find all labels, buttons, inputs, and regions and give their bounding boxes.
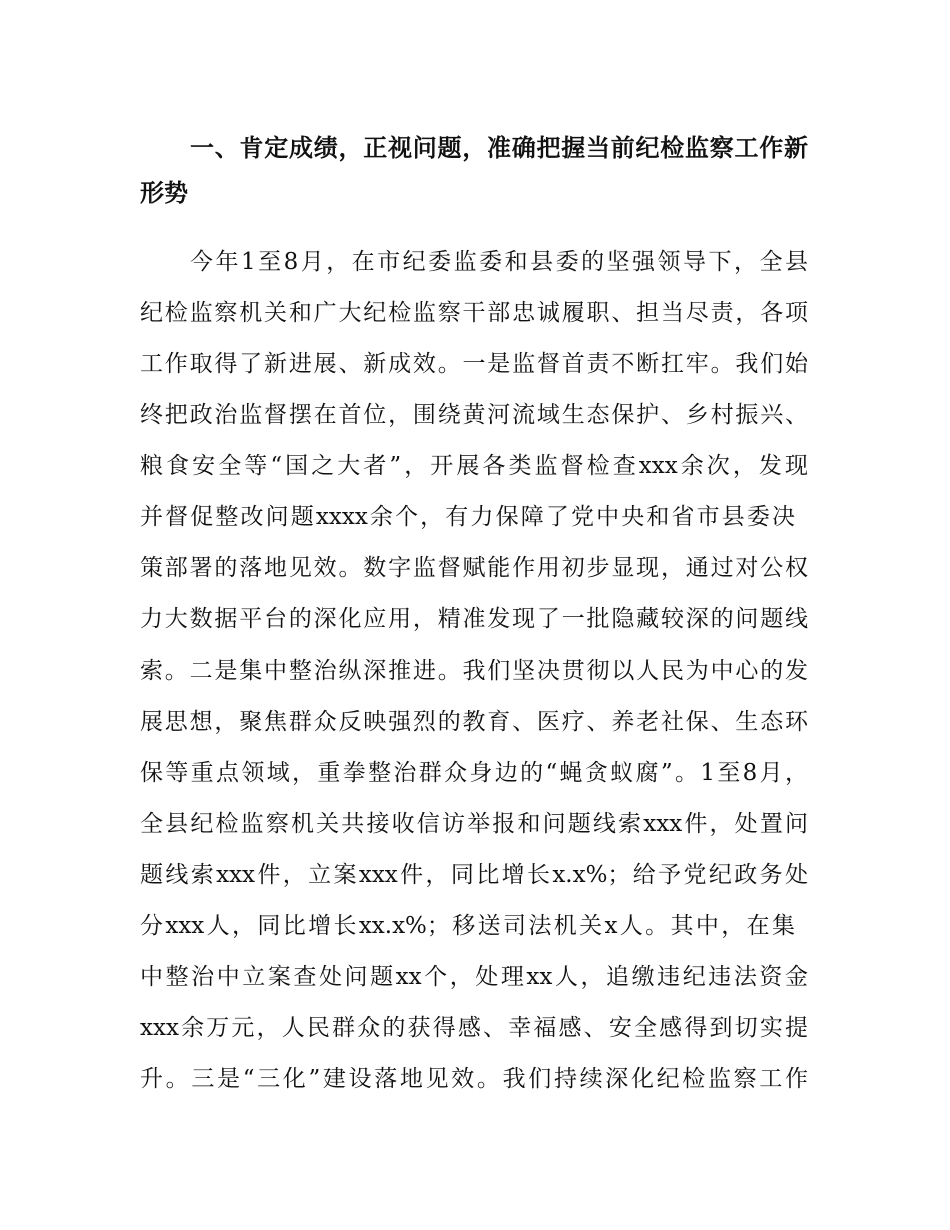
paragraph-line: 升。三是“三化”建设落地见效。我们持续深化纪检监察工作 <box>140 1066 808 1092</box>
paragraph-line: 并督促整改问题xxxx余个，有力保障了党中央和省市县委决 <box>140 504 795 531</box>
paragraph-line: 力大数据平台的深化应用，精准发现了一批隐藏较深的问题线 <box>140 606 808 633</box>
paragraph-line: 粮食安全等“国之大者”，开展各类监督检查xxx余次，发现 <box>140 453 808 480</box>
body-paragraph <box>140 237 808 1105</box>
paragraph-line: 中整治中立案查处问题xx个，处理xx人，追缴违纪违法资金 <box>140 963 808 990</box>
paragraph-line: 策部署的落地见效。数字监督赋能作用初步显现，通过对公权 <box>140 555 808 582</box>
heading-line: 一、肯定成绩，正视问题，准确把握当前纪检监察工作新 <box>190 134 808 162</box>
paragraph-line: 展思想，聚焦群众反映强烈的教育、医疗、养老社保、生态环 <box>140 708 808 735</box>
paragraph-line: xxx余万元，人民群众的获得感、幸福感、安全感得到切实提 <box>140 1014 808 1041</box>
paragraph-line: 保等重点领域，重拳整治群众身边的“蝇贪蚁腐”。1至8月， <box>140 759 808 786</box>
paragraph-line: 题线索xxx件，立案xxx件，同比增长x.x%；给予党纪政务处 <box>140 861 808 888</box>
paragraph-line: 工作取得了新进展、新成效。一是监督首责不断扛牢。我们始 <box>140 351 808 378</box>
paragraph-line: 全县纪检监察机关共接收信访举报和问题线索xxx件，处置问 <box>140 810 808 837</box>
heading-line: 形势 <box>140 179 188 207</box>
section-heading <box>140 126 808 216</box>
paragraph-line: 分xxx人，同比增长xx.x%；移送司法机关x人。其中，在集 <box>140 912 795 939</box>
paragraph-line: 今年1至8月，在市纪委监委和县委的坚强领导下，全县 <box>190 249 808 275</box>
paragraph-line: 纪检监察机关和广大纪检监察干部忠诚履职、担当尽责，各项 <box>140 300 808 327</box>
paragraph-line: 索。二是集中整治纵深推进。我们坚决贯彻以人民为中心的发 <box>140 657 808 684</box>
paragraph-line: 终把政治监督摆在首位，围绕黄河流域生态保护、乡村振兴、 <box>140 402 808 429</box>
